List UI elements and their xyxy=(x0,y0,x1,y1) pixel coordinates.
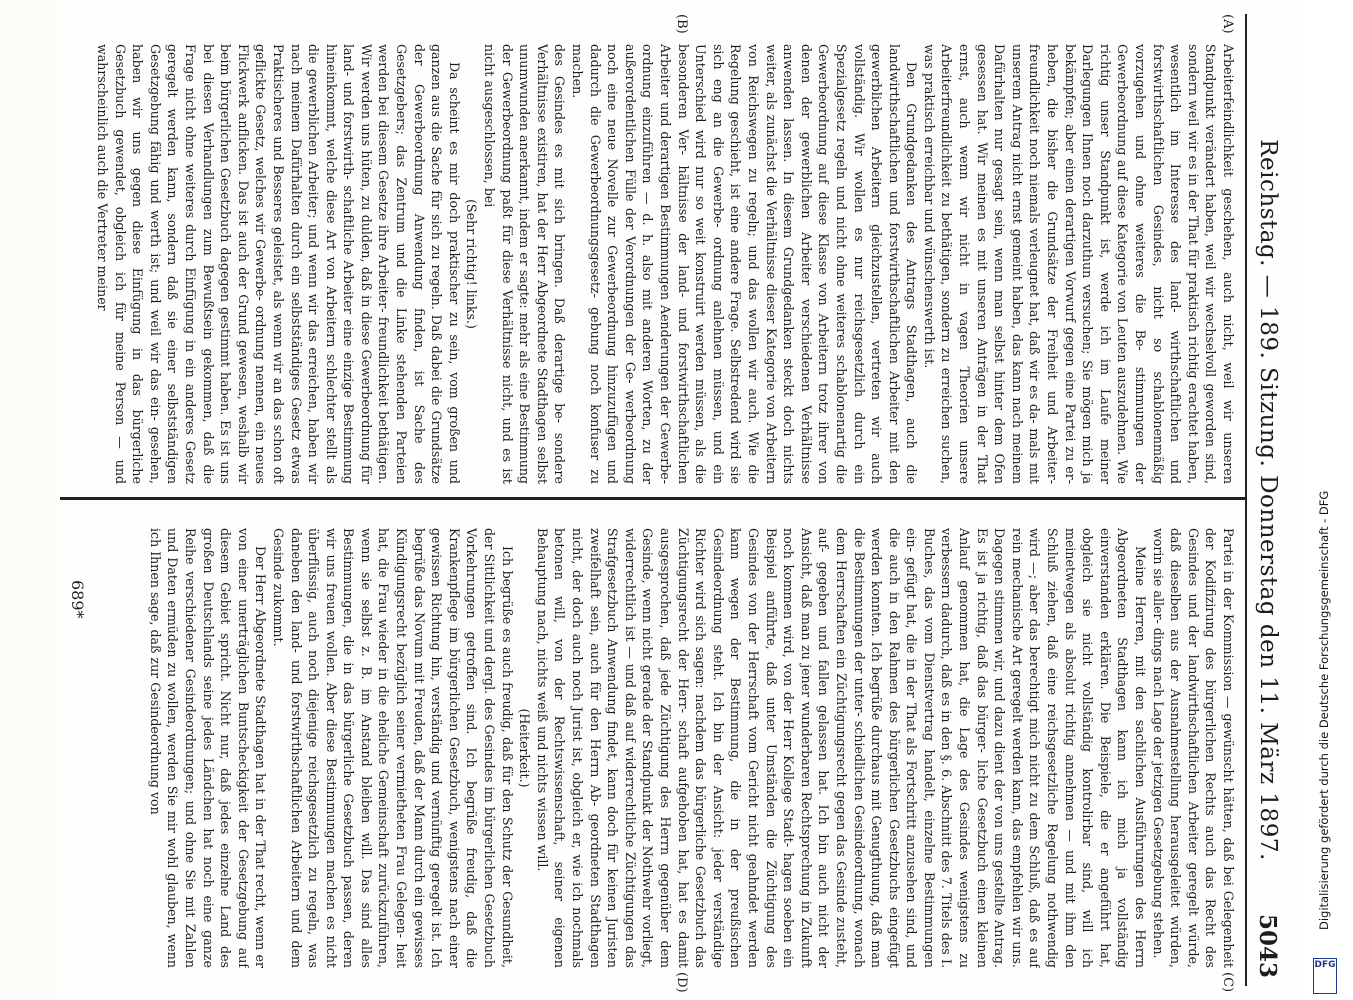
signature-mark: 689* xyxy=(68,580,87,619)
dfg-logo-icon: DFG xyxy=(1313,958,1337,994)
paragraph: Arbeiterfeindlichkeit geschehen, auch nicht, weil wir unseren Standpunkt verändert haben, weil wir wechselvoll geworden sind, sondern weil wir es in der That für praktisch richtig erachtet haben, wesentlich im Interesse des land- wirthschaftlichen und forstwirthschaftlichen Gesindes, nicht so schablonenmäßig vorzugehen und ohne weiteres die Be- stimmungen der Gewerbeordnung auf diese Kategorie von Leuten auszudehnen. Wie richtig unser Standpunkt ist, werde ich im Laufe meiner Darlegungen Ihnen noch darzuthun versuchen; Sie mögen mich ja bekämpfen; aber einen derartigen Vorwurf gegen eine Partei zu er- heben, die bisher die Grundsätze der Freiheit und Arbeiter- freundlichkeit noch niemals verleugnet hat, daß wir es da- mals mit unserem Antrag nicht ernst gemeint haben, das kann nach meinem Dafürhalten nur gesagt sein, wenn man selbst hinter dem Ofen gesessen hat. Wir meinen es mit unseren Anträgen in der That ernst, auch wenn wir nicht in vagen Theorien unsere Arbeiterfreundlichkeit zu bethätigen, sondern zu erreichen suchen, was praktisch erreichbar und wünschenswerth ist. xyxy=(921,44,1236,484)
paragraph: Da scheint es mir doch praktischer zu sein, vom großen und ganzen aus die Sache für sich zu regeln. Daß dabei die Grundsätze der Gewerbeordnung Anwendung finden, ist Sache des Gesetzgebers; das Zentrum und die Linke stehenden Parteien werden bei diesem Gesetze ihre Arbeiter- freundlichkeit bethätigen. Wir werden uns hüten, zu dulden, daß in diese Gewerbeordnung für land- und forstwirth- schaftliche Arbeiter eine einzige Bestimmung hineinkommt, welche diese Art von Arbeitern schlechter stellt als die gewerblichen Arbeiter; und wenn wir das erreichen, haben wir nach meinem Dafürhalten durch ein selbstständiges Gesetz etwas Praktischeres und Besseres geleistet, als wenn wir an das schon oft geflickte Gesetz, welches wir Gewerbe- ordnung nennen, ein neues Flickwerk anflicken. Das ist auch der Grund gewesen, weshalb wir beim bürgerlichen Gesetzbuch dagegen gestimmt haben. Es ist uns bei diesen Verhandlungen zum Bewußtsein gekommen, daß die Frage nicht ohne weiteres durch Einfügung in ein anderes Gesetz geregelt werden kann, sondern daß sie einer selbstständigen Gesetzgebung fähig und werth ist; und weil wir das ein- gesehen, haben wir uns gegen diese Einfügung in das bürgerliche Gesetzbuch gewendet, obgleich ich für meine Person — und wahrscheinlich auch die Vertreter meiner xyxy=(95,44,462,484)
page-number: 5043 xyxy=(1254,913,1281,978)
margin-mark-c: (C) xyxy=(1220,972,1235,993)
interjection: (Sehr richtig! links.) xyxy=(464,199,480,329)
page-header xyxy=(1245,0,1295,1000)
paragraph: Partei in der Kommission — gewünscht hätten, daß bei Gelegenheit der Kodifizirung des bürgerlichen Rechts auch das Recht des Gesindes und der landwirthschaftlichen Arbeiter geregelt würde, daß dieselben aus der Ausnahmestellung herausgeleitet würden, worin sie aller- dings nach Lage der jetzigen Gesetzgebung stehen. xyxy=(1150,528,1236,968)
funding-credit: Digitalisierung gefördert durch die Deutsche Forschungsgemeinschaft - DFG xyxy=(1317,490,1331,930)
paragraph: des Gesindes es mit sich bringen. Daß derartige be- sondere Verhältnisse existiren, hat der Herr Abgeordnete Stadthagen selbst unumwunden anerkannt, indem er sagte: mehr als eine Bestimmung der Gewerbeordnung paßt für diese Verhältnisse nicht, und es ist nicht ausgeschlossen, bei xyxy=(482,44,568,484)
newspaper-page xyxy=(55,0,1295,1000)
margin-mark-b: (B) xyxy=(674,14,689,34)
paragraph: Meine Herren, mit den sachlichen Ausführungen des Herrn Abgeordneten Stadthagen kann ich mich ja vollständig einverstanden erklären. Die Beispiele, die er angeführt hat, obgleich sie nicht vollständig kontrolirbar sind, will ich meinetwegen als absolut richtig annehmen — und mit ihm den Schluß ziehen, daß eine reichsgesetzliche Regelung nothwendig wird —; aber das berechtigt mich nicht zu dem Schluß, daß es auf rein mechanische Art geregelt werden kann, das empfehlen wir uns. Dagegen stimmen wir, und dazu dient der von uns gestellte Antrag. Es ist ja richtig, daß das bürger- liche Gesetzbuch einen kleinen Anlauf genommen hat, die Lage des Gesindes wenigstens zu verbessern dadurch, daß es in den §. 6. Abschnitt des 7. Titels des I. Buches, das vom Dienstvertrag handelt, einzelne Bestimmungen ein- gefügt hat, die in der That als Fortschritt anzusehen sind, und die auch in den Rahmen des bürgerlichen Gesetzbuchs eingefügt werden konnten. Ich begrüße durchaus mit Genugthuung, daß man die Bestimmungen der unter- schiedlichen Gesindeordnung, wonach dem Herrschaften ein Züchtigungsrecht gegen das Gesinde zusteht, auf- gegeben und fallen gelassen hat. Ich bin auch nicht der Ansicht, daß man zu jener wunderbaren Rechtsprechung in Zukunft noch kommen wird, von der Herr Kollege Stadt- hagen soeben ein Beispiel anführte, daß unter Umständen die Züchtigung des Gesindes von der Herrschaft vom Gericht nicht geahndet werden kann wegen der Bestimmung, die in der preußischen Gesindeordnung steht. Ich bin der Ansicht: jeder verständige Richter wird sich sagen: nachdem das bürgerliche Gesetzbuch das Züchtigungsrecht der Herr- schaft aufgehoben hat, hat es damit ausgesprochen, daß jede Züchtigung des Herrn gegenüber dem Gesinde, wenn nicht gerade der Standpunkt der Nothwehr vorliegt, widerrechtlich ist — und daß auf widerrechtliche Züchtigungen das Strafgesetzbuch Anwendung findet, kann doch für keinen Juristen zweifelhaft sein, auch für den Herrn Ab- geordneten Stadthagen nicht, der doch auch noch Jurist ist, obgleich er, wie ich nochmals betonen will, von der Rechtswissenschaft, seiner eigenen Behauptung nach, nichts weiß und nichts wissen will. xyxy=(534,528,1149,968)
header-rule xyxy=(1245,14,1247,986)
margin-mark-a: (A) xyxy=(1220,14,1235,34)
page-title: Reichstag. — 189. Sitzung. Donnerstag den 11. März 1897. xyxy=(1255,139,1281,861)
column-divider xyxy=(60,497,1245,500)
paragraph: Ich begrüße es auch freudig, daß für den Schutz der Gesundheit, der Sittlichkeit und dergl. des Gesindes im bürgerlichen Gesetzbuch Vorkehrungen getroffen sind. Ich begrüße freudig, daß die Krankenpflege im bürgerlichen Gesetzbuch, wenigstens nach einer gewissen Richtung hin, verständig und vernünftig geregelt ist. Ich begrüße das Novum mit Freuden, daß der Mann durch ein gewisses Kündigungsrecht bezüglich seiner vermietheten Frau Gelegen- heit hat, die Frau wieder in die eheliche Gemeinschaft zurückzuführen, wenn sie selbst z. B. im Anstand bleiben will. Das sind alles Bestimmungen, die in das bürgerliche Gesetzbuch passen, deren wir uns freuen wollen. Aber diese Bestimmungen machen es nicht überflüssig, auch noch diejenige reichsgesetzlich zu regeln, was daneben den land- und forstwirthschaftlichen Arbeitern und dem Gesinde zukommt. xyxy=(270,528,515,968)
paragraph: Der Herr Abgeordnete Stadthagen hat in der That recht, wenn er von einer unerträglichen Buntscheckigkeit der Gesetzgebung auf diesem Gebiet spricht. Nicht nur, daß jedes einzelne Land des großen Deutschlands seine jedes Ländchen hat noch eine ganze Reihe verschiedener Gesindeordnungen; und ohne Sie mit Zahlen und Daten ermüden zu wollen, werden Sie mir wohl glauben, wenn ich Ihnen sage, daß zur Gesindeordnung von xyxy=(147,528,269,968)
right-column xyxy=(62,528,1237,968)
digitization-footer xyxy=(1297,0,1353,1000)
interjection: (Heiterkeit.) xyxy=(517,708,533,788)
margin-mark-d: (D) xyxy=(674,972,689,993)
left-column xyxy=(62,44,1237,484)
paragraph: Den Grundgedanken des Antrags Stadthagen, auch die landwirthschaftlichen und forstwirthschaftlichen Arbeiter mit den gewerblichen Arbeitern gleichzustellen, vertreten wir auch vollständig. Wir wollen es nur reichsgesetzlich durch ein Spezialgesetz regeln und nicht ohne weiteres schablonenartig die Gewerbeordnung auf diese Klasse von Arbeitern trotz ihrer von denen der gewerblichen Arbeiter verschiedenen Verhältnisse anwenden lassen. In diesem Grundgedanken steckt doch nichts weiter, als zunächst die Verhältnisse dieser Kategorie von Arbeitern von Reichswegen zu regeln; und das wollen wir auch. Wie die Regelung geschieht, ist eine andere Frage. Selbstredend wird sie sich eng an die Gewerbe- ordnung anlehnen müssen, und ein Unterschied wird nur so weit konstruirt werden müssen, als die besonderen Ver- hältnisse der land- und forstwirthschaftlichen Arbeiter und derartigen Bestimmungen Aenderungen der Gewerbe- ordnung einzuführen — d. h. also mit anderen Worten, zu der außerordentlichen Fülle der Verordnungen der Ge- werbeordnung noch eine neue Novelle zur Gewerbeordnung hinzuzufügen und dadurch die Gewerbeordnungsgesetz- gebung noch konfuser zu machen. xyxy=(570,44,920,484)
